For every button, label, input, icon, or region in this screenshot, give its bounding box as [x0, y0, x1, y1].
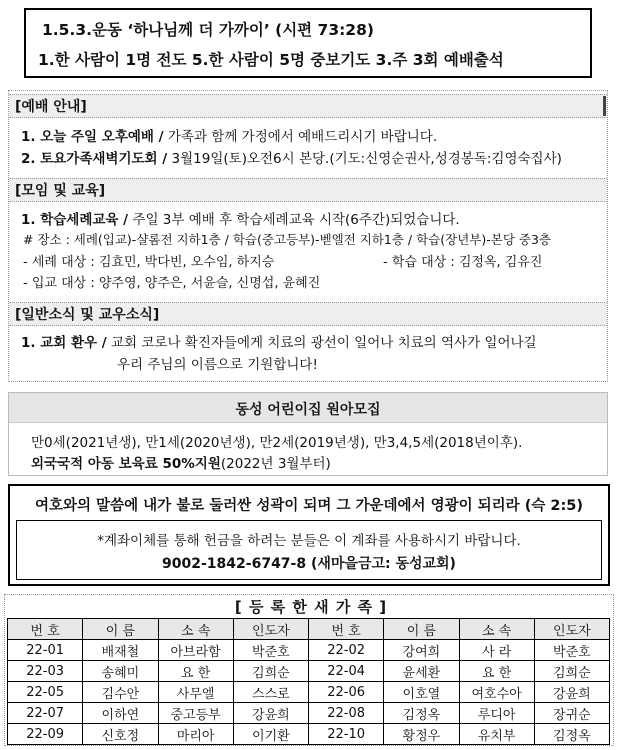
news-header: [일반소식 및 교우소식] [15, 307, 160, 323]
registry-cell: 김정옥 [384, 703, 459, 724]
worship-item-1-text: 가족과 함께 가정에서 예배드리시기 바랍니다. [167, 129, 438, 145]
meeting-confirmation: - 입교 대상 : 양주영, 양주은, 서윤슬, 신명섭, 윤혜진 [23, 276, 321, 291]
registry-cell: 22-04 [309, 661, 384, 682]
worship-item-2 [21, 147, 562, 167]
registry-header-cell: 인도자 [534, 619, 609, 640]
announcements-panel [8, 90, 608, 382]
registry-title: [ 등 록 한 새 가 족 ] [234, 598, 388, 616]
registry-cell: 배재철 [83, 640, 158, 661]
registry-cell: 이호열 [384, 682, 459, 703]
registry-cell: 김희순 [233, 661, 308, 682]
registry-cell: 22-05 [8, 682, 83, 703]
registry-cell: 신호정 [83, 724, 158, 745]
registry-header-cell: 번 호 [309, 619, 384, 640]
registry-cell: 박준호 [534, 640, 609, 661]
registry-cell: 강윤희 [233, 703, 308, 724]
registry-cell: 김정옥 [534, 724, 609, 745]
registry-cell: 장귀순 [534, 703, 609, 724]
meeting-learning: - 학습 대상 : 김정옥, 김유진 [383, 255, 543, 270]
registry-cell: 사 라 [459, 640, 534, 661]
registry-cell: 22-10 [309, 724, 384, 745]
registry-row [8, 661, 610, 682]
worship-item-1-label: 1. 오늘 주일 오후예배 / [21, 129, 164, 145]
registry-cell: 중고등부 [158, 703, 233, 724]
daycare-line2-bold: 외국국적 아동 보육료 50%지원 [31, 456, 221, 472]
registry-cell: 사무엘 [158, 682, 233, 703]
registry-cell: 22-07 [8, 703, 83, 724]
meeting-header: [모임 및 교육] [15, 183, 106, 199]
registry-cell: 강여희 [384, 640, 459, 661]
registry-cell: 박준호 [233, 640, 308, 661]
account-notice: *계좌이체를 통해 헌금을 하려는 분들은 이 계좌를 사용하시기 바랍니다. [97, 533, 521, 549]
registry-cell: 김수안 [83, 682, 158, 703]
news-item [21, 331, 537, 351]
account-number: 9002-1842-6747-8 (새마을금고: 동성교회) [162, 556, 456, 572]
registry-row [8, 640, 610, 661]
worship-item-2-label: 2. 토요가족새벽기도회 / [21, 151, 168, 167]
verse-account-box [8, 484, 610, 586]
registry-cell: 이기환 [233, 724, 308, 745]
registry-cell: 아브라함 [158, 640, 233, 661]
registry-cell: 22-03 [8, 661, 83, 682]
meeting-item [21, 208, 460, 228]
news-line2: 우리 주님의 이름으로 기원합니다! [117, 357, 318, 373]
daycare-header: 동성 어린이집 원아모집 [235, 402, 381, 418]
registry-cell: 유치부 [459, 724, 534, 745]
registry-cell: 송혜미 [83, 661, 158, 682]
daycare-line2-rest: (2022년 3월부터) [220, 456, 331, 472]
registry-header-cell: 이 름 [384, 619, 459, 640]
registry-header-cell: 번 호 [8, 619, 83, 640]
bible-verse: 여호와의 말씀에 내가 불로 둘러싼 성곽이 되며 그 가운데에서 영광이 되리라 (슥 2:5) [34, 498, 584, 514]
registry-cell: 여호수아 [459, 682, 534, 703]
meeting-baptism: - 세례 대상 : 김효민, 박다빈, 오수임, 하지승 [23, 255, 275, 270]
news-line1: 교회 코로나 확진자들에게 치료의 광선이 일어나 치료의 역사가 일어나길 [111, 335, 537, 351]
registry-header-cell: 이 름 [83, 619, 158, 640]
registry-cell: 김희순 [534, 661, 609, 682]
worship-item-1 [21, 125, 437, 145]
registry-cell: 22-01 [8, 640, 83, 661]
meeting-place: # 장소 : 세례(입교)-샬롬전 지하1층 / 학습(중고등부)-벧엘전 지하1층 / 학습(장년부)-본당 중3층 [23, 232, 551, 247]
registry-cell: 22-02 [309, 640, 384, 661]
registry-cell: 마리아 [158, 724, 233, 745]
registry-cell: 스스로 [233, 682, 308, 703]
registry-row [8, 703, 610, 724]
meeting-item-text: 주일 3부 예배 후 학습세례교육 시작(6주간)되었습니다. [132, 212, 460, 228]
registry-row [8, 682, 610, 703]
title-box [24, 8, 592, 78]
registry-cell: 루디아 [459, 703, 534, 724]
meeting-item-label: 1. 학습세례교육 / [21, 212, 129, 228]
worship-header-bg [9, 94, 607, 118]
worship-item-2-text: 3월19일(토)오전6시 본당.(기도:신영순권사,성경봉독:김영숙집사) [171, 151, 562, 167]
title-line2: 1.한 사람이 1명 전도 5.한 사람이 5명 중보기도 3.주 3회 예배출석 [38, 51, 504, 69]
registry-row [8, 724, 610, 745]
daycare-line2 [31, 452, 331, 472]
registry-cell: 22-08 [309, 703, 384, 724]
registry-header-row [8, 619, 610, 640]
registry-header-cell: 소 속 [158, 619, 233, 640]
registry-cell: 22-09 [8, 724, 83, 745]
registry-cell: 요 한 [459, 661, 534, 682]
account-box [16, 520, 602, 580]
divider-bar [603, 96, 606, 116]
worship-header: [예배 안내] [15, 99, 87, 115]
registry-cell: 이하연 [83, 703, 158, 724]
registry-header-cell: 소 속 [459, 619, 534, 640]
registry-cell: 강윤희 [534, 682, 609, 703]
news-item-label: 1. 교회 환우 / [21, 335, 107, 351]
registry-header-cell: 인도자 [233, 619, 308, 640]
registry-table [7, 618, 610, 745]
registry-cell: 황정우 [384, 724, 459, 745]
registry-cell: 윤세환 [384, 661, 459, 682]
title-line1: 1.5.3.운동 ‘하나님께 더 가까이’ (시편 73:28) [42, 21, 374, 39]
daycare-box [8, 392, 608, 476]
registry-cell: 요 한 [158, 661, 233, 682]
daycare-line1: 만0세(2021년생), 만1세(2020년생), 만2세(2019년생), 만3,4,5세(2018년이후). [31, 435, 523, 451]
registry-cell: 22-06 [309, 682, 384, 703]
